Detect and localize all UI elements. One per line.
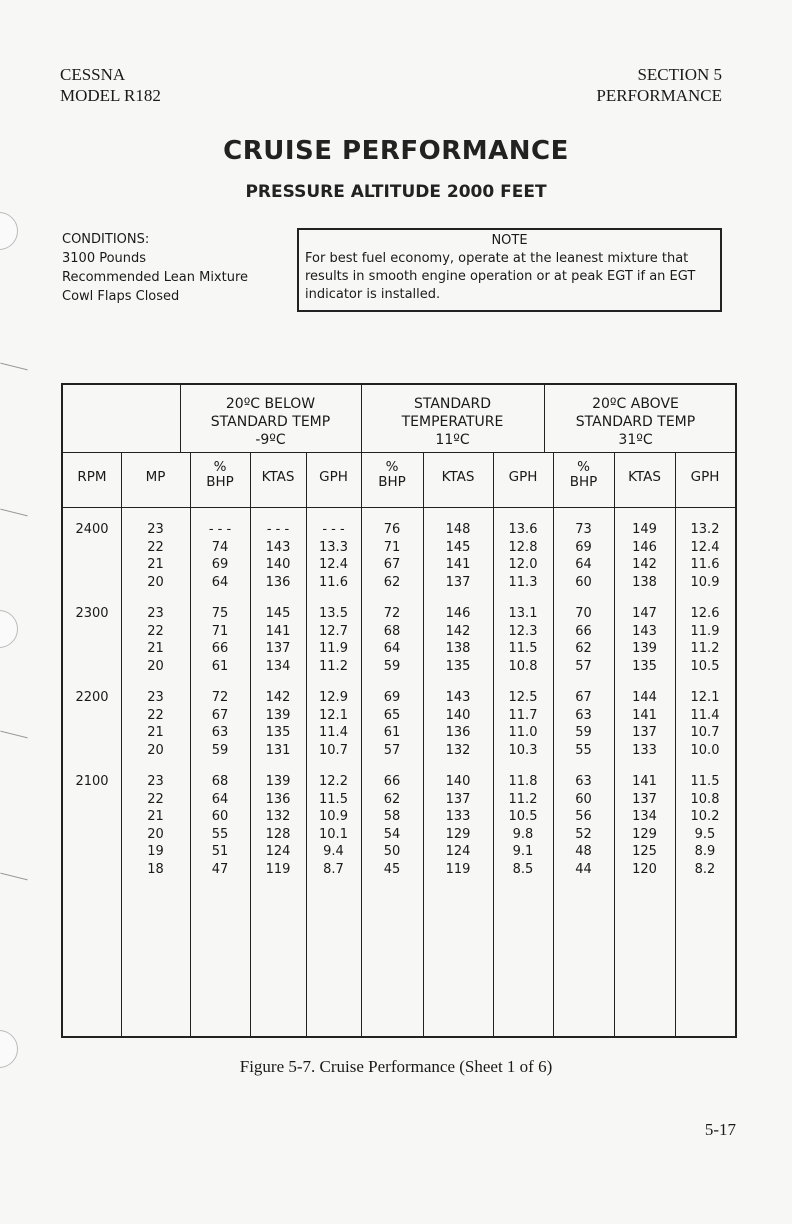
- cell-cold-bhp: 72: [211, 690, 229, 705]
- cell-mp: 22: [147, 707, 164, 723]
- cell-hot-ktas: 141: [632, 774, 657, 789]
- cell-cold-bhp: 63: [211, 725, 229, 740]
- cell-hot-ktas: 133: [632, 742, 657, 758]
- cell-cold-bhp: - - -: [208, 522, 232, 537]
- cell-hot-gph: 10.7: [690, 725, 720, 740]
- cell-std-gph: 9.1: [512, 844, 534, 859]
- column-header-mp: MP: [145, 469, 166, 485]
- cell-hot-ktas: 125: [632, 844, 657, 859]
- cell-cold-gph: 11.6: [319, 574, 348, 590]
- table-rule: [63, 452, 735, 453]
- cell-std-gph: 12.0: [508, 557, 538, 572]
- cell-hot-bhp: 55: [575, 742, 592, 758]
- cell-std-gph: 12.8: [508, 539, 538, 555]
- cell-cold-gph: 9.4: [323, 844, 344, 859]
- cell-hot-ktas: 142: [632, 557, 657, 572]
- cell-hot-ktas: 120: [632, 861, 657, 877]
- cell-cold-bhp: 64: [211, 791, 229, 807]
- column-header-std-ktas: KTAS: [441, 469, 475, 485]
- group-header-line: 20ºC ABOVE: [592, 396, 679, 412]
- cell-mp: 21: [147, 725, 164, 740]
- cell-std-bhp: 62: [383, 791, 401, 807]
- cell-std-gph: 11.8: [508, 774, 538, 789]
- page-subtitle: PRESSURE ALTITUDE 2000 FEET: [245, 182, 547, 202]
- cell-cold-gph: 13.3: [319, 539, 348, 555]
- cell-cold-bhp: 61: [211, 658, 229, 674]
- cell-cold-gph: 12.2: [319, 774, 348, 789]
- cell-cold-bhp: 69: [211, 557, 229, 572]
- cell-std-ktas: 141: [445, 557, 471, 572]
- temperature-group-header: [544, 395, 727, 449]
- group-header-line: STANDARD: [413, 396, 492, 412]
- group-header-line: STANDARD TEMP: [210, 414, 331, 430]
- cell-std-gph: 11.2: [508, 791, 538, 807]
- cell-hot-bhp: 59: [575, 725, 592, 740]
- cell-cold-gph: 12.4: [319, 557, 348, 572]
- cell-std-ktas: 146: [445, 606, 471, 621]
- cell-std-bhp: 61: [383, 725, 401, 740]
- cell-cold-ktas: 131: [265, 742, 291, 758]
- cell-hot-bhp: 69: [575, 539, 592, 555]
- cell-hot-gph: 12.6: [690, 606, 720, 621]
- figure-caption: Figure 5-7. Cruise Performance (Sheet 1 of 6): [239, 1057, 553, 1076]
- cell-cold-gph: 10.1: [319, 826, 348, 842]
- cell-hot-ktas: 139: [632, 641, 657, 656]
- cell-std-ktas: 142: [445, 623, 471, 639]
- cell-hot-gph: 10.9: [690, 574, 720, 590]
- cell-hot-bhp: 44: [575, 861, 592, 877]
- cell-std-ktas: 133: [445, 809, 471, 824]
- cell-hot-gph: 8.2: [694, 861, 716, 877]
- cell-cold-bhp: 51: [211, 844, 229, 859]
- cell-mp: 22: [147, 623, 164, 639]
- cell-cold-bhp: 60: [211, 809, 229, 824]
- group-header-line: 20ºC BELOW: [225, 396, 316, 412]
- cell-std-gph: 11.5: [508, 641, 538, 656]
- punch-hole: [0, 212, 18, 250]
- group-header-line: 31ºC: [618, 432, 653, 448]
- cell-std-ktas: 129: [445, 826, 471, 842]
- cell-cold-ktas: 139: [265, 707, 291, 723]
- page-title: CRUISE PERFORMANCE: [223, 136, 569, 166]
- cell-std-gph: 12.5: [508, 690, 538, 705]
- group-header-line: -9ºC: [255, 432, 286, 448]
- cell-std-bhp: 69: [383, 690, 401, 705]
- column-header-std-bhp: % BHP: [378, 459, 406, 490]
- cell-hot-bhp: 63: [575, 707, 592, 723]
- cell-std-bhp: 50: [383, 844, 401, 859]
- cell-std-ktas: 138: [445, 641, 471, 656]
- cell-hot-bhp: 48: [575, 844, 592, 859]
- cell-cold-bhp: 66: [211, 641, 229, 656]
- cell-hot-gph: 13.2: [690, 522, 720, 537]
- cell-std-gph: 8.5: [512, 861, 534, 877]
- column-header-rpm: RPM: [77, 469, 107, 485]
- cell-hot-gph: 10.2: [690, 809, 720, 824]
- cell-cold-ktas: 137: [265, 641, 291, 656]
- column-header-hot-gph: GPH: [690, 469, 720, 485]
- group-header-line: 11ºC: [435, 432, 470, 448]
- cell-std-ktas: 143: [445, 690, 471, 705]
- cell-hot-gph: 9.5: [694, 826, 716, 842]
- cell-cold-ktas: 142: [265, 690, 291, 705]
- cell-std-bhp: 71: [383, 539, 401, 555]
- cell-cold-ktas: 143: [265, 539, 291, 555]
- punch-hole: [0, 610, 18, 648]
- cell-hot-bhp: 62: [575, 641, 592, 656]
- cell-hot-ktas: 137: [632, 725, 657, 740]
- cell-cold-ktas: 145: [265, 606, 291, 621]
- cell-cold-bhp: 71: [211, 623, 229, 639]
- cell-rpm: 2100: [75, 774, 109, 789]
- margin-mark: [0, 731, 27, 739]
- cell-std-ktas: 119: [445, 861, 471, 877]
- cell-cold-bhp: 74: [211, 539, 229, 555]
- column-header-hot-ktas: KTAS: [628, 469, 661, 485]
- condition-line: 3100 Pounds: [62, 251, 147, 266]
- header-section-name: PERFORMANCE: [596, 86, 722, 105]
- cell-hot-bhp: 60: [575, 791, 592, 807]
- conditions-heading: CONDITIONS:: [62, 232, 150, 247]
- note-box: [297, 228, 722, 312]
- cell-cold-ktas: 141: [265, 623, 291, 639]
- cell-std-gph: 11.0: [508, 725, 538, 740]
- cell-hot-bhp: 63: [575, 774, 592, 789]
- condition-line: Cowl Flaps Closed: [62, 289, 180, 304]
- cell-std-ktas: 148: [445, 522, 471, 537]
- cell-cold-gph: 12.9: [319, 690, 348, 705]
- cell-std-ktas: 145: [445, 539, 471, 555]
- cell-std-ktas: 135: [445, 658, 471, 674]
- temperature-group-header: [361, 395, 544, 449]
- cell-std-gph: 9.8: [512, 826, 534, 842]
- cell-cold-ktas: - - -: [266, 522, 290, 537]
- cell-cold-gph: 11.5: [319, 791, 348, 807]
- cell-cold-ktas: 140: [265, 557, 291, 572]
- cell-hot-gph: 10.5: [690, 658, 720, 674]
- cell-hot-ktas: 134: [632, 809, 657, 824]
- cell-mp: 22: [147, 539, 164, 555]
- cell-mp: 23: [147, 774, 164, 789]
- cell-hot-ktas: 146: [632, 539, 657, 555]
- cell-cold-gph: 12.7: [319, 623, 348, 639]
- cell-mp: 21: [147, 809, 164, 824]
- note-text: For best fuel economy, operate at the leanest mixture that results in smooth engine operation or at peak EGT if an EGT indicator is installed.: [305, 251, 696, 302]
- cell-cold-ktas: 135: [265, 725, 291, 740]
- cell-hot-ktas: 137: [632, 791, 657, 807]
- cell-std-ktas: 124: [445, 844, 471, 859]
- note-title: NOTE: [491, 233, 528, 248]
- cell-cold-gph: 12.1: [319, 707, 348, 723]
- cell-std-ktas: 137: [445, 791, 471, 807]
- cell-std-bhp: 45: [383, 861, 401, 877]
- cell-cold-ktas: 134: [265, 658, 291, 674]
- cell-hot-ktas: 141: [632, 707, 657, 723]
- cell-cold-gph: - - -: [322, 522, 345, 537]
- cell-hot-gph: 10.8: [690, 791, 720, 807]
- cell-cold-ktas: 136: [265, 574, 291, 590]
- condition-line: Recommended Lean Mixture: [62, 270, 249, 285]
- cell-cold-bhp: 55: [211, 826, 229, 842]
- temperature-group-header: [180, 395, 361, 449]
- cell-hot-gph: 11.4: [690, 707, 720, 723]
- cell-std-ktas: 136: [445, 725, 471, 740]
- cell-std-bhp: 64: [383, 641, 401, 656]
- cell-hot-ktas: 135: [632, 658, 657, 674]
- column-header-std-gph: GPH: [508, 469, 538, 485]
- cell-hot-ktas: 147: [632, 606, 657, 621]
- cell-hot-bhp: 67: [575, 690, 592, 705]
- cell-hot-gph: 11.9: [690, 623, 720, 639]
- cell-hot-bhp: 56: [575, 809, 592, 824]
- cell-mp: 20: [147, 574, 164, 590]
- cell-hot-ktas: 143: [632, 623, 657, 639]
- cell-hot-bhp: 57: [575, 658, 592, 674]
- cell-std-gph: 10.3: [508, 742, 538, 758]
- cell-std-gph: 13.1: [508, 606, 538, 621]
- column-header-cold-ktas: KTAS: [261, 469, 295, 485]
- cell-hot-ktas: 129: [632, 826, 657, 842]
- header-model: MODEL R182: [60, 86, 161, 105]
- header-manufacturer: CESSNA: [60, 65, 126, 84]
- column-header-hot-bhp: % BHP: [569, 459, 598, 490]
- header-section: SECTION 5: [637, 65, 722, 84]
- page-number: 5-17: [704, 1120, 736, 1139]
- cell-hot-bhp: 52: [575, 826, 592, 842]
- cell-mp: 23: [147, 606, 164, 621]
- cell-std-bhp: 59: [383, 658, 401, 674]
- cell-cold-gph: 11.4: [319, 725, 348, 740]
- cell-cold-bhp: 68: [211, 774, 229, 789]
- cell-hot-gph: 11.2: [690, 641, 720, 656]
- cell-mp: 20: [147, 658, 164, 674]
- cell-std-bhp: 76: [383, 522, 401, 537]
- cell-cold-gph: 11.2: [319, 658, 348, 674]
- cell-hot-gph: 12.4: [690, 539, 720, 555]
- cell-std-ktas: 137: [445, 574, 471, 590]
- cell-std-bhp: 72: [383, 606, 401, 621]
- cell-cold-gph: 13.5: [319, 606, 348, 621]
- cell-std-bhp: 68: [383, 623, 401, 639]
- cell-cold-bhp: 47: [211, 861, 229, 877]
- cell-cold-bhp: 75: [211, 606, 229, 621]
- cell-cold-gph: 8.7: [323, 861, 344, 877]
- cell-hot-ktas: 144: [632, 690, 657, 705]
- cell-hot-ktas: 149: [632, 522, 657, 537]
- header-right: [596, 64, 722, 106]
- cell-cold-gph: 10.9: [319, 809, 348, 824]
- cell-mp: 23: [147, 522, 164, 537]
- margin-mark: [0, 873, 27, 881]
- header-left: [60, 64, 161, 106]
- cell-cold-ktas: 128: [265, 826, 291, 842]
- cell-mp: 18: [147, 861, 164, 877]
- cell-hot-gph: 8.9: [694, 844, 716, 859]
- cell-hot-gph: 12.1: [690, 690, 720, 705]
- cell-cold-bhp: 59: [211, 742, 229, 758]
- cell-hot-ktas: 138: [632, 574, 657, 590]
- margin-mark: [0, 363, 27, 371]
- cell-std-bhp: 54: [383, 826, 401, 842]
- cell-cold-bhp: 67: [211, 707, 229, 723]
- cell-cold-ktas: 132: [265, 809, 291, 824]
- cell-hot-gph: 11.6: [690, 557, 720, 572]
- cell-cold-gph: 11.9: [319, 641, 348, 656]
- cell-mp: 23: [147, 690, 164, 705]
- cell-cold-gph: 10.7: [319, 742, 348, 758]
- cell-mp: 19: [147, 844, 164, 859]
- cell-rpm: 2200: [75, 690, 109, 705]
- cell-mp: 21: [147, 557, 164, 572]
- cell-hot-gph: 11.5: [690, 774, 720, 789]
- cell-std-gph: 10.5: [508, 809, 538, 824]
- cell-hot-bhp: 73: [575, 522, 592, 537]
- cell-std-bhp: 65: [383, 707, 401, 723]
- cell-std-gph: 12.3: [508, 623, 538, 639]
- column-header-cold-bhp: % BHP: [206, 459, 234, 490]
- cell-hot-bhp: 64: [575, 557, 592, 572]
- cell-std-bhp: 67: [383, 557, 401, 572]
- cruise-performance-table: [61, 383, 737, 1038]
- group-header-line: TEMPERATURE: [401, 414, 504, 430]
- cell-hot-bhp: 60: [575, 574, 592, 590]
- cell-std-ktas: 140: [445, 774, 471, 789]
- cell-cold-bhp: 64: [211, 574, 229, 590]
- cell-hot-bhp: 66: [575, 623, 592, 639]
- cell-std-gph: 11.3: [508, 574, 538, 590]
- margin-mark: [0, 509, 27, 517]
- cell-std-bhp: 58: [383, 809, 401, 824]
- cell-std-ktas: 140: [445, 707, 471, 723]
- cell-hot-bhp: 70: [575, 606, 592, 621]
- cell-std-gph: 11.7: [508, 707, 538, 723]
- cell-std-bhp: 66: [383, 774, 401, 789]
- cell-rpm: 2400: [75, 522, 109, 537]
- group-header-line: STANDARD TEMP: [575, 414, 696, 430]
- cell-mp: 20: [147, 826, 164, 842]
- cell-mp: 22: [147, 791, 164, 807]
- table-rule: [63, 507, 735, 508]
- cell-std-gph: 10.8: [508, 658, 538, 674]
- cell-std-bhp: 57: [383, 742, 401, 758]
- cell-hot-gph: 10.0: [690, 742, 720, 758]
- cell-rpm: 2300: [75, 606, 109, 621]
- cell-mp: 21: [147, 641, 164, 656]
- cell-cold-ktas: 124: [265, 844, 291, 859]
- cell-cold-ktas: 136: [265, 791, 291, 807]
- cell-std-bhp: 62: [383, 574, 401, 590]
- cell-cold-ktas: 139: [265, 774, 291, 789]
- cell-std-gph: 13.6: [508, 522, 538, 537]
- conditions-block: [62, 230, 248, 306]
- cell-std-ktas: 132: [445, 742, 471, 758]
- cell-mp: 20: [147, 742, 164, 758]
- column-header-cold-gph: GPH: [319, 469, 348, 485]
- cell-cold-ktas: 119: [265, 861, 291, 877]
